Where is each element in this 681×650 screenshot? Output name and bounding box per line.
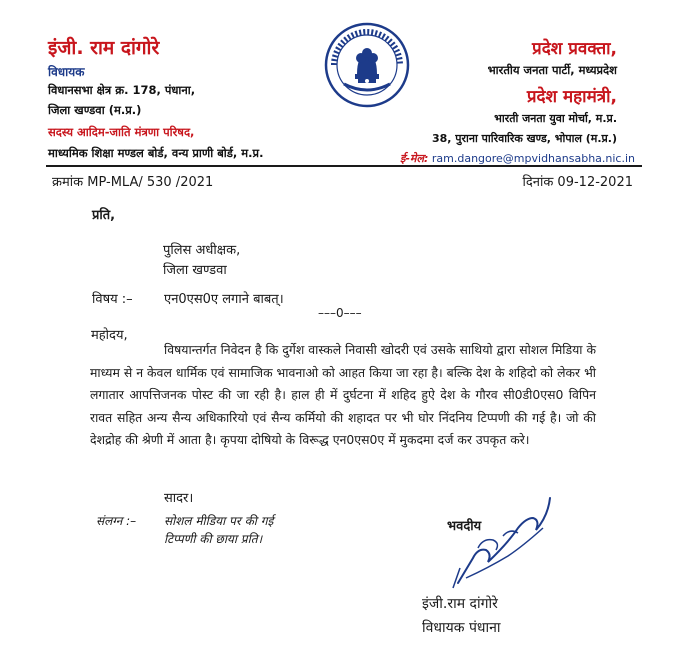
salutation: महोदय, bbox=[91, 328, 128, 343]
closing: सादर। bbox=[164, 491, 194, 506]
emblem-icon bbox=[324, 22, 410, 108]
subject-label: विषय :– bbox=[92, 292, 133, 307]
party-bjp-mp: भारतीय जनता पार्टी, मध्यप्रदेश bbox=[487, 63, 617, 77]
signatory-title: विधायक पंधाना bbox=[422, 620, 501, 636]
sender-membership-line2: माध्यमिक शिक्षा मण्डल बोर्ड, वन्य प्राणी बोर्ड, म.प्र. bbox=[48, 146, 264, 160]
sender-address-line2: जिला खण्डवा (म.प्र.) bbox=[48, 103, 142, 117]
handwritten-signature bbox=[448, 488, 558, 598]
recipient-line1: पुलिस अधीक्षक, bbox=[163, 243, 241, 258]
enclosure-line2: टिप्पणी की छाया प्रति। bbox=[164, 532, 263, 546]
reference-number: क्रमांक MP-MLA/ 530 /2021 bbox=[52, 175, 214, 190]
bhopal-address: 38, पुराना पारिवारिक खण्ड, भोपाल (म.प्र.) bbox=[431, 132, 617, 145]
sender-name: इंजी. राम दांगोरे bbox=[48, 37, 160, 59]
subject-text: एन0एस0ए लगाने बाबत्। bbox=[164, 292, 284, 307]
to-label: प्रति, bbox=[92, 208, 116, 223]
letter-date: दिनांक 09-12-2021 bbox=[522, 175, 633, 190]
email-address: ram.dangore@mpvidhansabha.nic.in bbox=[431, 152, 635, 165]
letterhead-divider bbox=[46, 165, 642, 167]
signatory-name: इंजी.राम दांगोरे bbox=[422, 596, 498, 612]
enclosure-line1: सोशल मीडिया पर की गई bbox=[164, 514, 274, 528]
sender-membership-line1: सदस्य आदिम-जाति मंत्रणा परिषद, bbox=[48, 125, 195, 139]
sender-role: विधायक bbox=[48, 65, 85, 79]
title-general-secretary: प्रदेश महामंत्री, bbox=[526, 87, 617, 107]
recipient-line2: जिला खण्डवा bbox=[163, 263, 227, 278]
letter-body: विषयान्तर्गत निवेदन है कि दुर्गेश वास्कले निवासी खोदरी एवं उसके साथियो द्वारा सोशल मिडिया के माध्यम से न केवल धार्मिक एवं सामाजिक भावनाओ को आहत किया जा रहा है। बल्कि देश के शहिदो को लेकर भी लगातार आपत्तिजनक पोस्ट की जा रही है। हाल ही में दुर्घटना में शहिद हुऐ देश के गौरव सी0डी0एस0 विपिन रावत सहित अन्य सैन्य अधिकारियो एवं सैन्य कर्मियो की शहादत पर भी घोर निंदनिय टिप्पणी की गई है। जो की देशद्रोह की श्रेणी में आता है। कृपया दोषियो के विरूद्ध एन0एस0ए में मुकदमा दर्ज कर उपकृत करे। bbox=[90, 342, 596, 448]
party-bjym-mp: भारती जनता युवा मोर्चा, म.प्र. bbox=[494, 112, 617, 125]
email-label: ई-मेल: bbox=[399, 152, 429, 165]
email-line bbox=[400, 151, 635, 166]
section-divider: –––0––– bbox=[318, 306, 362, 320]
sender-address-line1: विधानसभा क्षेत्र क्र. 178, पंधाना, bbox=[48, 83, 196, 97]
enclosure-label: संलग्न :– bbox=[96, 514, 137, 528]
title-spokesperson: प्रदेश प्रवक्ता, bbox=[532, 39, 617, 59]
signoff: भवदीय bbox=[447, 519, 482, 534]
